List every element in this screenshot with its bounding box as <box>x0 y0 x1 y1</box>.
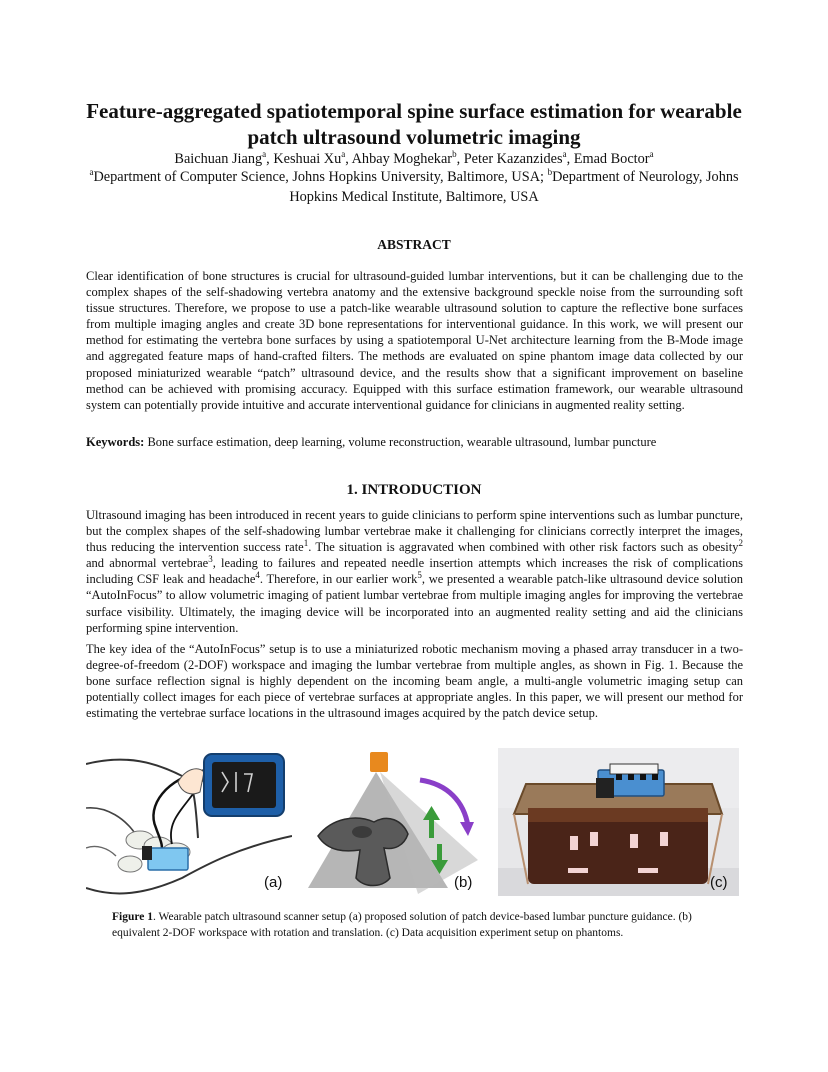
affiliation-mark-a: a <box>89 167 94 178</box>
affiliation-a: Department of Computer Science, Johns Hopkins University, Baltimore, USA; <box>93 169 544 185</box>
intro-text: . The situation is aggravated when combined with other risk factors such as obesity <box>308 540 739 555</box>
citation: 5 <box>417 570 422 581</box>
author-affiliation-mark: a <box>341 149 346 160</box>
author: Keshuai Xu <box>273 151 342 167</box>
phantom-photo <box>498 748 739 896</box>
panel-b-label: (b) <box>454 874 473 891</box>
patch-device-illustration <box>86 748 292 896</box>
figure-panel-c <box>498 748 739 896</box>
author-affiliation-mark: b <box>452 149 457 160</box>
intro-paragraph-1 <box>86 507 743 636</box>
intro-text: , we presented a wearable patch-like ultrasound device solution “AutoInFocus” to allow volumetric imaging of patient lumbar vertebrae from multiple imaging angles for improving the vertebrae surface visibility. Ultimately, the imaging device will be incorporated into an augmented reality setting and aid the clinicians performing spine intervention. <box>86 572 743 635</box>
intro-text: . Therefore, in our earlier work <box>259 572 418 587</box>
panel-a-label: (a) <box>264 874 283 891</box>
figure-caption <box>112 910 732 941</box>
panel-c-label: (c) <box>710 874 728 891</box>
citation: 4 <box>255 570 260 581</box>
author: Ahbay Moghekar <box>351 151 453 167</box>
intro-paragraph-2: The key idea of the “AutoInFocus” setup is to use a miniaturized robotic mechanism moving a phased array transducer in a two-degree-of-freedom (2-DOF) workspace and imaging the lumbar vertebrae from multiple angles, as shown in Fig. 1. Because the bone surface reflection signal is highly dependent on the incoming beam angle, a multi-angle volumetric imaging setup can potentially collect images for each piece of vertebrae surfaces at appropriate angles. In this paper, we will present our method for estimating the vertebrae surface locations in the ultrasound images acquired by the patch device setup. <box>86 642 743 721</box>
author: Baichuan Jiang <box>174 151 263 167</box>
author-affiliation-mark: a <box>649 149 654 160</box>
intro-text: and abnormal vertebrae <box>86 556 209 571</box>
author: Peter Kazanzides <box>463 151 563 167</box>
abstract-text: Clear identification of bone structures is crucial for ultrasound-guided lumbar interventions, but it can be challenging due to the complex shapes of the self-shadowing vertebra anatomy and the extensive background speckle noise from the surrounding soft tissue structures. Therefore, we propose to use a patch-like wearable ultrasound solution to capture the reflective bone surfaces from multiple imaging angles and create 3D bone representations for interventional guidance. In this work, we will present our method for estimating the vertebra bone surfaces by using a spatiotemporal U-Net architecture learning from the B-Mode image and aggregated feature maps of hand-crafted filters. The methods are evaluated on spine phantom image data collected by our proposed miniaturized wearable “patch” ultrasound device, and the results show that a significant improvement on baseline method can be achieved with promising accuracy. Equipped with this surface estimation framework, our wearable ultrasound system can potentially provide intuitive and accurate interventional guidance for clinicians in augmented reality setting. <box>86 269 743 412</box>
affiliation-mark-b: b <box>547 167 553 178</box>
keywords <box>86 434 743 450</box>
citation: 1 <box>303 538 309 549</box>
caption-text: . Wearable patch ultrasound scanner setup (a) proposed solution of patch device-based lumbar puncture guidance. (b) equivalent 2-DOF workspace with rotation and translation. (c) Data acquisition experiment setup on phantoms. <box>112 911 692 939</box>
figure-panel-b <box>298 748 490 896</box>
intro-text: Ultrasound imaging has been introduced in recent years to guide clinicians to perform spine interventions such as lumbar puncture, but the complex shapes of the self-shadowing lumbar vertebrae make it challenging for clinicians correctly interpret the images, thus reducing the intervention success rate <box>86 508 743 555</box>
keywords-text: Bone surface estimation, deep learning, volume reconstruction, wearable ultrasound, lumbar puncture <box>147 435 657 449</box>
intro-text: , leading to failures and repeated needle insertion attempts which increases the risk of complications including CSF leak and headache <box>86 556 743 587</box>
abstract-heading: ABSTRACT <box>377 237 451 252</box>
affiliations <box>86 168 742 207</box>
figure-panel-a <box>86 748 292 896</box>
author: Emad Boctor <box>573 151 650 167</box>
affiliation-b: Department of Neurology, Johns Hopkins Medical Institute, Baltimore, USA <box>289 169 739 205</box>
citation: 3 <box>208 554 213 565</box>
author-affiliation-mark: a <box>262 149 267 160</box>
citation: 2 <box>738 538 743 549</box>
keywords-label: Keywords: <box>86 435 145 449</box>
author-list: Baichuan Jiang$^a$, Keshuai Xu$^a$, Ahbay Moghekar$^b$, Peter Kazanzides$^a$, Emad Boctor$^a$ <box>174 149 654 167</box>
paper-title: Feature-aggregated spatiotemporal spine surface estimation for wearable patch ultrasound volumetric imaging <box>86 99 742 149</box>
author-affiliation-mark: a <box>562 149 567 160</box>
section-heading-introduction: 1. INTRODUCTION <box>346 482 482 498</box>
caption-label: Figure 1 <box>112 911 153 923</box>
